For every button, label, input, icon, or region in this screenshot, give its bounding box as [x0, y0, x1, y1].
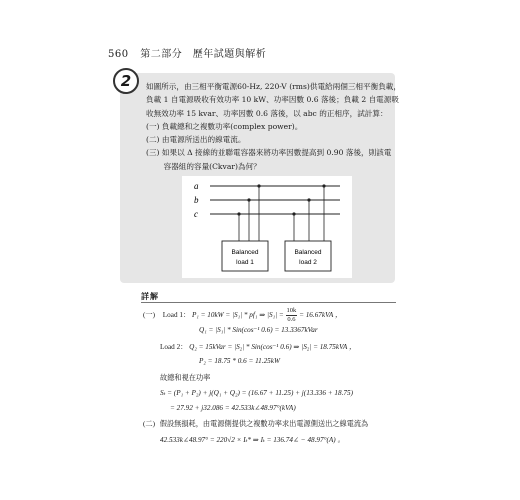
junction-dot: [237, 212, 240, 215]
junction-dot: [257, 184, 260, 187]
load1-label: Load 1：: [162, 311, 191, 320]
page-title: 第二部分 歷年試題與解析: [140, 49, 267, 60]
solution-part-2-line: [143, 419, 368, 429]
total-equation-line-2: [170, 403, 296, 412]
load1-fraction: [286, 307, 298, 324]
question-line: 負載 1 自電源吸收有效功率 10 kW、功率因數 0.6 落後；負載 2 自電源吸: [146, 95, 399, 105]
junction-dot: [292, 212, 295, 215]
junction-dot: [322, 184, 325, 187]
solution-part-2-label: (二): [143, 420, 155, 428]
question-part-2: (二) 由電源所送出的線電流。: [146, 135, 246, 145]
balanced-load-1: [222, 241, 268, 271]
line-label-c: c: [194, 209, 198, 219]
line-label-b: b: [194, 195, 199, 205]
fraction-denominator: 0.6: [287, 316, 296, 323]
answer-heading: 詳解: [141, 292, 159, 301]
question-part-1: (一) 負載總和之複數功率(complex power)。: [146, 121, 303, 131]
circuit-diagram: [182, 176, 352, 278]
load2-label-line2: load 2: [299, 259, 317, 266]
question-number-badge: 2: [113, 68, 139, 94]
load1-equation-result: = 16.67kVA ，: [299, 311, 343, 320]
page-header: [108, 45, 266, 60]
fraction-numerator: 10k: [286, 307, 297, 314]
junction-dot: [307, 198, 310, 201]
p2-equation: P₂ = 18.75 * 0.6 = 11.25kW: [199, 357, 280, 365]
p2-equation-line: [199, 357, 280, 365]
q1-equation-line: [199, 325, 318, 334]
question-part-3: (三) 如果以 Δ 接線的並聯電容器來將功率因數提高到 0.90 落後，則該電: [146, 148, 392, 158]
solution-part-1-line-load1: [143, 307, 342, 324]
load2-label: Load 2：: [160, 343, 188, 351]
question-line: 如圖所示，由三相平衡電源60-Hz, 220-V (rms)供電給兩個三相平衡負載，: [146, 82, 401, 91]
load1-label-line2: load 1: [236, 259, 254, 266]
question-part-3-cont: 容器組的容量(Ckvar)為何？: [146, 161, 261, 171]
answer-divider: [141, 302, 396, 303]
total-equation-line-1: [160, 388, 353, 397]
page-number: 560: [108, 49, 129, 60]
balanced-load-2: [285, 241, 331, 271]
question-text: [146, 80, 401, 173]
junction-dot: [247, 198, 250, 201]
total-text-line: [160, 373, 210, 383]
load2-label-line1: Balanced: [294, 249, 322, 256]
load2-line: [160, 342, 356, 352]
solution-part-2-equation: 42.533k∠48.97° = 220√2 × Iₜ* ⇒ Iₜ = 136.74∠ − 48.97°(A) 。: [160, 436, 345, 444]
total-equation-1: Sₜ = (P₁ + P₂) + j(Q₁ + Q₂) = (16.67 + 11.25) + j(13.336 + 18.75): [160, 389, 353, 397]
total-text: 故總和視在功率: [160, 374, 211, 382]
question-line: 收無效功率 15 kvar、功率因數 0.6 落後，以 abc 的正相序，試計算：: [146, 108, 388, 118]
load2-equation: Q₂ = 15kVar = |S₂| * Sin(cos⁻¹ 0.6) ⇒ |S₂| = 18.75kVA ，: [189, 343, 357, 351]
solution-part-1-label: (一): [143, 311, 155, 320]
load1-label-line1: Balanced: [231, 249, 259, 256]
solution-part-2-equation-line: [160, 435, 345, 445]
solution-part-2-text: 假設無損耗，由電源側提供之複數功率求出電源側送出之線電流為: [159, 420, 369, 428]
line-label-a: a: [194, 181, 199, 191]
total-equation-2: = 27.92 + j32.086 = 42.533k∠48.97°(kVA): [170, 404, 296, 412]
q1-equation: Q₁ = |S₁| * Sin(cos⁻¹ 0.6) = 13.3367kVar: [199, 326, 318, 334]
load1-equation: P₁ = 10kW = |S₁| * pf₁ ⇒ |S₁| =: [191, 311, 284, 320]
